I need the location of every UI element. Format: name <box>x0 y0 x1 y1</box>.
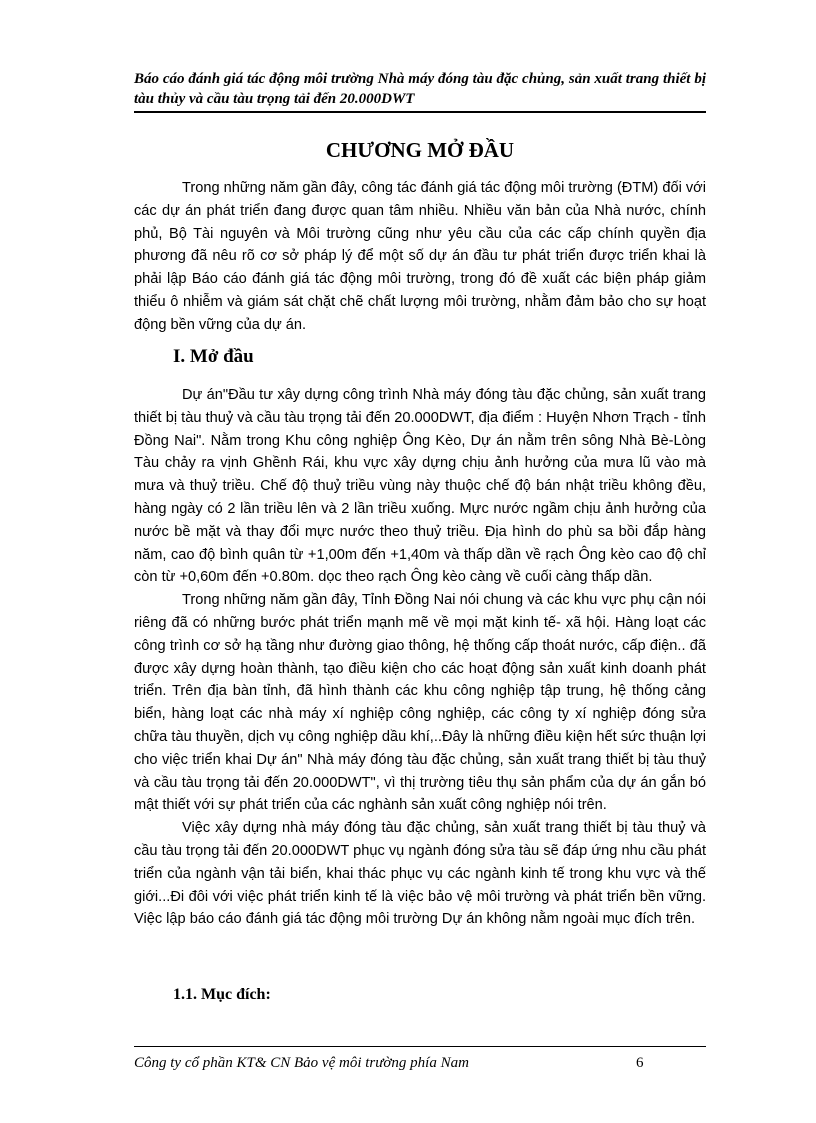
section-paragraph-3: Việc xây dựng nhà máy đóng tàu đặc chủng, sản xuất trang thiết bị tàu thuỷ và cầu tàu trọng tải đến 20.000DWT phục vụ ngành đóng sửa tàu sẽ đáp ứng nhu cầu phát triển của ngành vận tải biển, khai thác phục vụ các ngành kinh tế trong khu vực và thế giới...Đi đôi với việc phát triển kinh tế là việc bảo vệ môi trường và phát triển bền vững. Việc lập báo cáo đánh giá tác động môi trường Dự án không nằm ngoài mục đích trên. <box>134 820 706 928</box>
running-header: Báo cáo đánh giá tác động môi trường Nhà máy đóng tàu đặc chủng, sản xuất trang thiết bị tàu thủy và cầu tàu trọng tải đến 20.000DWT <box>134 71 706 107</box>
section-heading: I. Mở đầu <box>173 346 254 367</box>
page-number: 6 <box>636 1055 644 1071</box>
intro-paragraph: Trong những năm gần đây, công tác đánh giá tác động môi trường (ĐTM) đối với các dự án phát triển đang được quan tâm nhiều. Nhiều văn bản của Nhà nước, chính phủ, Bộ Tài nguyên và Môi trường cũng như yêu cầu của các cấp chính quyền địa phương đã nêu rõ cơ sở pháp lý để một số dự án đầu tư phát triển được triển khai là phải lập Báo cáo đánh giá tác động môi trường, trong đó đề xuất các biện pháp giảm thiểu ô nhiễm và giám sát chặt chẽ chất lượng môi trường, nhằm đảm bảo cho sự hoạt động bền vững của dự án. <box>134 180 706 333</box>
section-body <box>134 384 706 931</box>
footer-divider <box>134 1046 706 1047</box>
chapter-title: CHƯƠNG MỞ ĐẦU <box>325 138 515 162</box>
header-divider <box>134 111 706 113</box>
intro-block <box>134 177 706 337</box>
section-paragraph-1: Dự án"Đầu tư xây dựng công trình Nhà máy đóng tàu đặc chủng, sản xuất trang thiết bị tàu thuỷ và cầu tàu trọng tải đến 20.000DWT, địa điểm : Huyện Nhơn Trạch - tỉnh Đồng Nai". Nằm trong Khu công nghiệp Ông Kèo, Dự án nằm trên sông Nhà Bè-Lòng Tàu chảy ra vịnh Ghềnh Rái, khu vực xây dựng chịu ảnh hưởng của mưa lũ vào mà mưa và thuỷ triều. Chế độ thuỷ triều vùng này thuộc chế độ bán nhật triều không đều, hàng ngày có 2 lần triều lên và 2 lần triều xuống. Mực nước ngầm chịu ảnh hưởng của nước bề mặt và thay đổi mực nước theo thuỷ triều. Địa hình do phù sa bồi đắp hàng năm, cao độ bình quân từ +1,00m đến +1,40m và thấp dần về rạch Ông kèo cao độ chỉ còn từ +0,60m đến +0.80m. dọc theo rạch Ông kèo càng về cuối càng thấp dần. <box>134 387 706 586</box>
section-paragraph-2: Trong những năm gần đây, Tỉnh Đồng Nai nói chung và các khu vực phụ cận nói riêng đã có những bước phát triển mạnh mẽ về mọi mặt kinh tế- xã hội. Hàng loạt các công trình cơ sở hạ tầng như đường giao thông, hệ thống cấp thoát nước, cấp điện.. đã được xây dựng hoàn thành, tạo điều kiện cho các hoạt động sản xuất kinh doanh phát triển. Trên địa bàn tỉnh, đã hình thành các khu công nghiệp tập trung, hệ thống cảng biển, hàng loạt các nhà máy xí nghiệp công nghiệp, các công ty xí nghiệp đóng sửa chữa tàu thuyền, dịch vụ công nghiệp dầu khí,..Đây là những điều kiện hết sức thuận lợi cho việc triển khai Dự án" Nhà máy đóng tàu đặc chủng, sản xuất trang thiết bị tàu thuỷ và cầu tàu trọng tải đến 20.000DWT", vì thị trường tiêu thụ sản phẩm của dự án gắn bó mật thiết với sự phát triển của các nghành sản xuất công nghiệp nói trên. <box>134 592 706 814</box>
subsection-heading: 1.1. Mục đích: <box>173 986 271 1003</box>
footer-company: Công ty cổ phần KT& CN Bảo vệ môi trường phía Nam <box>134 1055 469 1071</box>
